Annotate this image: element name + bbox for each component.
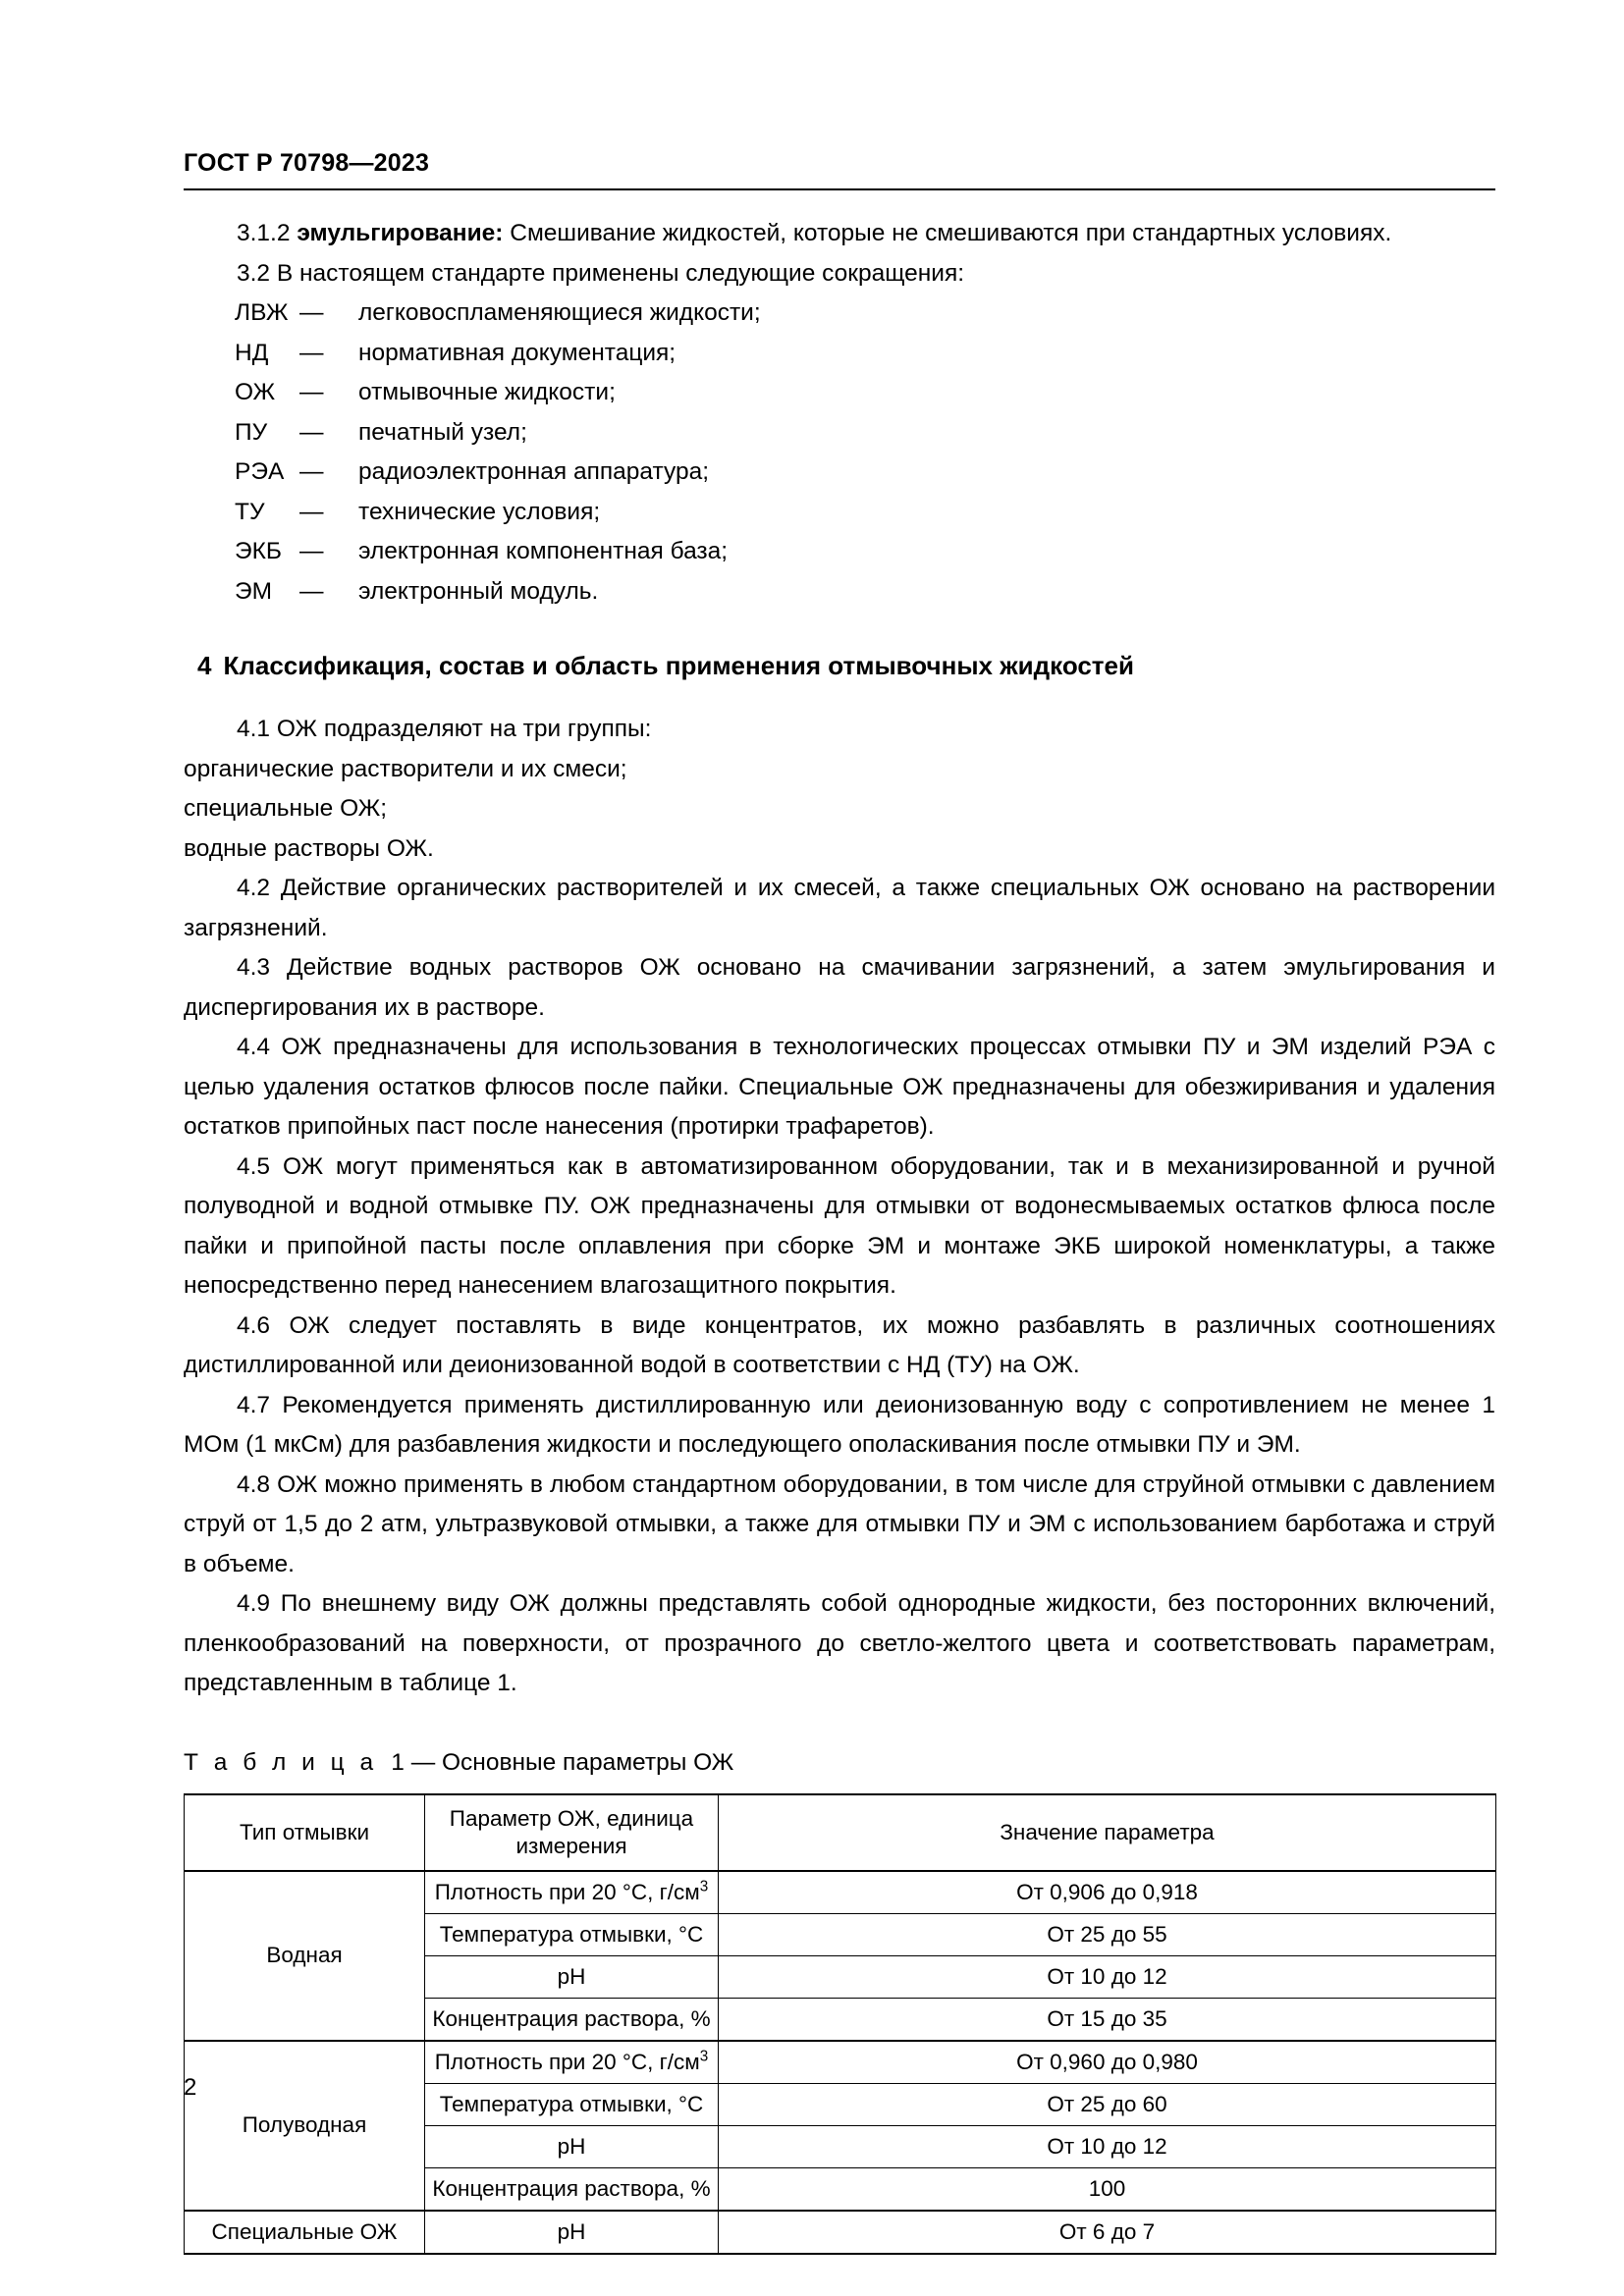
abbreviation-item — [184, 493, 1495, 533]
table-caption-title: Основные параметры ОЖ — [442, 1748, 734, 1776]
abbreviation-dash: — — [299, 299, 324, 326]
abbreviation-term: ЭМ — [235, 577, 273, 605]
paragraph-4-4: 4.4 ОЖ предназначены для использования в технологических процессах отмывки ПУ и ЭМ изделий РЭА с целью удаления остатков флюсов после пайки. Специальные ОЖ предназначены для обезжиривания и удаления остатков припойных паст после нанесения (протирки трафаретов). — [184, 1034, 1495, 1140]
abbreviation-dash: — — [299, 458, 324, 485]
abbreviation-definition: технические условия; — [358, 498, 601, 525]
abbreviation-dash: — — [299, 577, 324, 605]
column-header-wash-type: Тип отмывки — [185, 1794, 425, 1871]
table-row — [185, 2211, 1496, 2254]
table-caption — [184, 1743, 1495, 1783]
table-row — [185, 1871, 1496, 1914]
cell-parameter — [425, 2167, 719, 2211]
abbreviation-dash: — — [299, 498, 324, 525]
cell-parameter — [425, 2211, 719, 2254]
abbreviation-list — [184, 294, 1495, 612]
paragraph-3-2: 3.2 В настоящем стандарте применены следующие сокращения: — [237, 259, 965, 287]
cell-value: От 25 до 60 — [719, 2083, 1496, 2125]
parameter-text: pH — [557, 1963, 586, 1989]
abbreviation-term: ТУ — [235, 498, 265, 525]
table-body — [185, 1871, 1496, 2254]
cell-value: От 25 до 55 — [719, 1913, 1496, 1955]
term-emulsification: эмульгирование: — [297, 220, 504, 246]
paragraph-4-3: 4.3 Действие водных растворов ОЖ основано на смачивании загрязнений, а затем эмульгирования и диспергирования их в растворе. — [184, 954, 1495, 1021]
paragraph-4-8: 4.8 ОЖ можно применять в любом стандартном оборудовании, в том числе для струйной отмывки с давлением струй от 1,5 до 2 атм, ультразвуковой отмывки, а также для отмывки ПУ и ЭМ с использованием барботажа и струй в объеме. — [184, 1470, 1495, 1577]
cell-value: От 10 до 12 — [719, 2125, 1496, 2167]
paragraph-4-1-item-1: органические растворители и их смеси; — [184, 755, 627, 782]
abbreviation-definition: нормативная документация; — [358, 339, 677, 366]
abbreviation-term: ОЖ — [235, 379, 276, 405]
abbreviation-definition: электронная компонентная база; — [358, 538, 729, 564]
abbreviation-definition: радиоэлектронная аппаратура; — [358, 458, 709, 485]
abbreviation-term: РЭА — [235, 458, 285, 485]
abbreviation-item — [184, 294, 1495, 334]
parameter-superscript: 3 — [699, 2048, 709, 2064]
cell-value: От 0,960 до 0,980 — [719, 2041, 1496, 2084]
paragraph-4-1-item-2: специальные ОЖ; — [184, 795, 388, 822]
table-caption-number: 1 — [391, 1748, 405, 1776]
abbreviation-dash: — — [299, 339, 324, 366]
section-heading-4 — [184, 649, 1495, 682]
table-caption-dash: — — [410, 1748, 436, 1776]
paragraph-4-2: 4.2 Действие органических растворителей и их смесей, а также специальных ОЖ основано на растворении загрязнений. — [184, 875, 1495, 941]
parameter-text: pH — [557, 2218, 586, 2244]
abbreviation-definition: электронный модуль. — [358, 577, 599, 605]
cell-parameter — [425, 2041, 719, 2084]
table-caption-label: Т а б л и ц а — [184, 1748, 378, 1776]
cell-parameter — [425, 2125, 719, 2167]
parameters-table — [184, 1793, 1496, 2255]
abbreviation-item — [184, 532, 1495, 572]
page-number: 2 — [184, 2074, 197, 2101]
cell-wash-type: Водная — [185, 1871, 425, 2041]
cell-value: От 0,906 до 0,918 — [719, 1871, 1496, 1914]
abbreviation-definition: печатный узел; — [358, 418, 527, 446]
abbreviation-definition: легковоспламеняющиеся жидкости; — [358, 299, 761, 326]
table-row — [185, 2041, 1496, 2084]
header-rule — [184, 188, 1495, 190]
column-header-parameter: Параметр ОЖ, единица измерения — [425, 1794, 719, 1871]
paragraph-4-7: 4.7 Рекомендуется применять дистиллированную или деионизованную воду с сопротивлением не менее 1 МОм (1 мкСм) для разбавления жидкости и последующего ополаскивания после отмывки ПУ и ЭМ. — [184, 1391, 1495, 1458]
document-header — [184, 149, 1495, 190]
parameter-text: Концентрация раствора, % — [432, 2005, 711, 2031]
page-content — [184, 0, 1495, 2255]
paragraph-4-1-item-3: водные растворы ОЖ. — [184, 834, 434, 862]
abbreviation-item — [184, 334, 1495, 374]
paragraph-4-9: 4.9 По внешнему виду ОЖ должны представлять собой однородные жидкости, без посторонних включений, пленкообразований на поверхности, от прозрачного до светло-желтого цвета и соответствовать параметрам, представленным в таблице 1. — [184, 1590, 1495, 1696]
cell-parameter — [425, 1913, 719, 1955]
abbreviation-term: ПУ — [235, 418, 268, 446]
abbreviation-dash: — — [299, 418, 324, 446]
cell-parameter — [425, 1871, 719, 1914]
cell-parameter — [425, 2083, 719, 2125]
standard-designation: ГОСТ Р 70798—2023 — [184, 149, 430, 177]
section-title-4: Классификация, состав и область применения отмывочных жидкостей — [223, 651, 1134, 680]
cell-parameter — [425, 1998, 719, 2041]
parameter-text: Плотность при 20 °C, г/см — [434, 1879, 700, 1904]
cell-value: От 6 до 7 — [719, 2211, 1496, 2254]
abbreviation-item — [184, 572, 1495, 613]
abbreviation-term: ЛВЖ — [235, 299, 289, 326]
abbreviation-dash: — — [299, 379, 324, 405]
parameter-text: Температура отмывки, °C — [439, 2091, 704, 2116]
column-header-value: Значение параметра — [719, 1794, 1496, 1871]
cell-value: От 15 до 35 — [719, 1998, 1496, 2041]
parameter-superscript: 3 — [699, 1878, 709, 1895]
section-number-4: 4 — [197, 651, 212, 680]
table-head — [185, 1794, 1496, 1871]
paragraph-4-6: 4.6 ОЖ следует поставлять в виде концентратов, их можно разбавлять в различных соотношениях дистиллированной или деионизованной водой в соответствии с НД (ТУ) на ОЖ. — [184, 1311, 1495, 1378]
paragraph-4-5: 4.5 ОЖ могут применяться как в автоматизированном оборудовании, так и в механизированной и ручной полуводной и водной отмывке ПУ. ОЖ предназначены для отмывки от водонесмываемых остатков флюса после пайки и припойной пасты после оплавления при сборке ЭМ и монтаже ЭКБ широкой номенклатуры, а также непосредственно перед нанесением влагозащитного покрытия. — [184, 1152, 1495, 1299]
cell-wash-type: Специальные ОЖ — [185, 2211, 425, 2254]
definition-emulsification: Смешивание жидкостей, которые не смешиваются при стандартных условиях. — [503, 220, 1392, 246]
abbreviation-definition: отмывочные жидкости; — [358, 379, 616, 405]
parameter-text: Плотность при 20 °C, г/см — [434, 2049, 700, 2074]
paragraph-4-1: 4.1 ОЖ подразделяют на три группы: — [237, 716, 652, 742]
abbreviation-item — [184, 413, 1495, 454]
abbreviation-dash: — — [299, 538, 324, 564]
cell-value: От 10 до 12 — [719, 1955, 1496, 1998]
cell-value: 100 — [719, 2167, 1496, 2211]
abbreviation-item — [184, 453, 1495, 493]
parameter-text: Температура отмывки, °C — [439, 1921, 704, 1947]
cell-parameter — [425, 1955, 719, 1998]
parameter-text: Концентрация раствора, % — [432, 2175, 711, 2201]
abbreviation-term: ЭКБ — [235, 538, 282, 564]
table-header-row — [185, 1794, 1496, 1871]
parameter-text: pH — [557, 2133, 586, 2159]
clause-number-3-1-2: 3.1.2 — [237, 220, 298, 246]
abbreviation-term: НД — [235, 339, 269, 366]
paragraph-3-1-2 — [184, 214, 1495, 254]
cell-wash-type: Полуводная — [185, 2041, 425, 2211]
abbreviation-item — [184, 373, 1495, 413]
